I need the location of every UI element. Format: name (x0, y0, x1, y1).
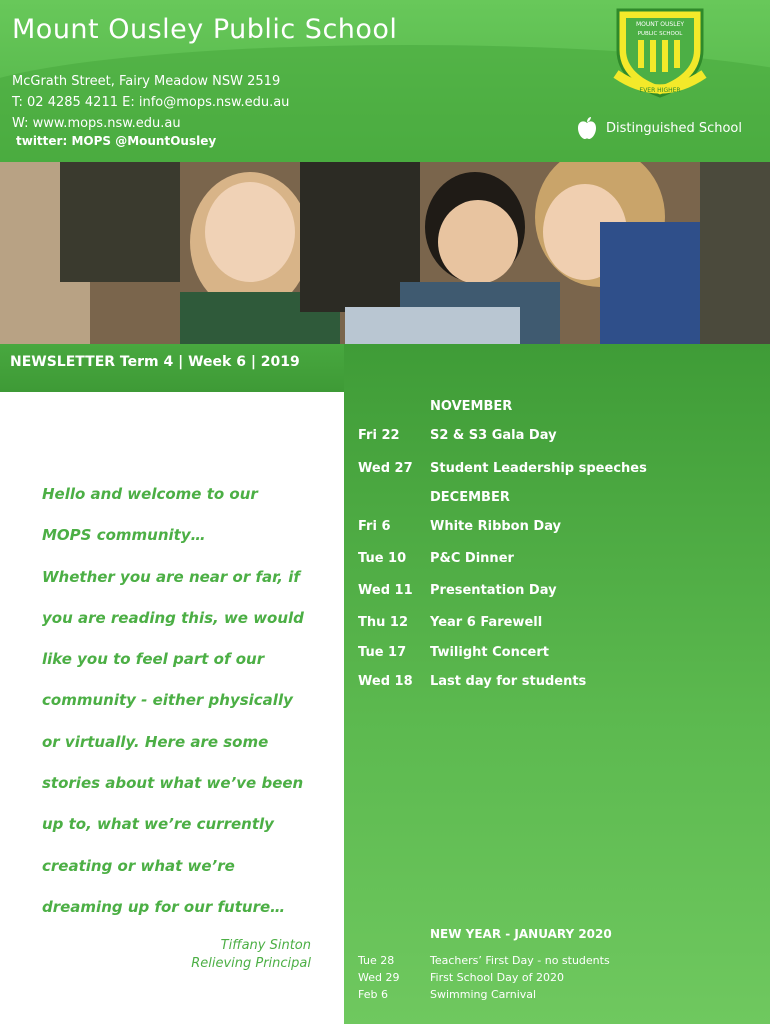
signature-title: Relieving Principal (191, 956, 311, 971)
distinguished-school-badge (576, 116, 742, 140)
event-day: Tue 10 (358, 551, 407, 566)
phone-email-line: T: 02 4285 4211 E: info@mops.nsw.edu.au (12, 95, 290, 110)
crest-mid-text: PUBLIC SCHOOL (637, 31, 683, 37)
event-text: White Ribbon Day (430, 519, 562, 534)
event-text: First School Day of 2020 (430, 971, 564, 984)
address-line: McGrath Street, Fairy Meadow NSW 2519 (12, 74, 281, 89)
month-heading-november: NOVEMBER (430, 399, 513, 414)
event-day: Tue 28 (358, 954, 395, 967)
welcome-line: dreaming up for our future… (42, 897, 286, 916)
event-text: Twilight Concert (430, 645, 549, 660)
event-day: Wed 18 (358, 674, 413, 689)
crest-top-text: MOUNT OUSLEY (635, 21, 685, 28)
school-name: Mount Ousley Public School (12, 14, 398, 45)
signature-name: Tiffany Sinton (220, 938, 311, 953)
month-heading-new-year: NEW YEAR - JANUARY 2020 (430, 927, 612, 941)
newsletter-banner (0, 344, 344, 392)
event-day: Fri 22 (358, 428, 400, 443)
calendar-panel (344, 344, 770, 1024)
welcome-line: or virtually. Here are some (42, 732, 269, 751)
welcome-line: you are reading this, we would (42, 608, 304, 627)
event-day: Tue 17 (358, 645, 407, 660)
newsletter-title: NEWSLETTER Term 4 | Week 6 | 2019 (10, 354, 300, 370)
event-text: Teachers’ First Day - no students (430, 954, 610, 967)
welcome-line: like you to feel part of our (42, 650, 265, 669)
crest-motto: EVER HIGHER (639, 87, 681, 94)
welcome-line: MOPS community… (42, 526, 206, 545)
event-text: S2 & S3 Gala Day (430, 428, 557, 443)
event-day: Feb 6 (358, 988, 388, 1001)
distinguished-school-label: Distinguished School (606, 120, 742, 136)
event-text: P&C Dinner (430, 551, 514, 566)
welcome-line: community - either physically (42, 691, 293, 710)
event-text: Last day for students (430, 674, 587, 689)
event-day: Wed 29 (358, 971, 400, 984)
month-heading-december: DECEMBER (430, 490, 510, 505)
event-text: Swimming Carnival (430, 988, 537, 1001)
welcome-line: Hello and welcome to our (42, 485, 258, 503)
school-crest-logo (608, 4, 712, 100)
apple-icon (576, 116, 598, 140)
welcome-line: creating or what we’re (42, 856, 235, 875)
event-day: Wed 11 (358, 583, 413, 598)
event-text: Year 6 Farewell (430, 615, 543, 630)
welcome-message (42, 474, 332, 928)
event-text: Presentation Day (430, 583, 557, 598)
event-day: Fri 6 (358, 519, 391, 534)
welcome-line: stories about what we’ve been (42, 774, 304, 793)
students-photo (0, 162, 770, 344)
event-day: Wed 27 (358, 461, 413, 476)
school-header (0, 0, 770, 162)
welcome-line: Whether you are near or far, if (42, 567, 300, 586)
event-day: Thu 12 (358, 615, 408, 630)
welcome-line: up to, what we’re currently (42, 815, 274, 834)
website-line: W: www.mops.nsw.edu.au (12, 116, 181, 131)
event-text: Student Leadership speeches (430, 461, 647, 476)
twitter-line: twitter: MOPS @MountOusley (16, 134, 217, 148)
